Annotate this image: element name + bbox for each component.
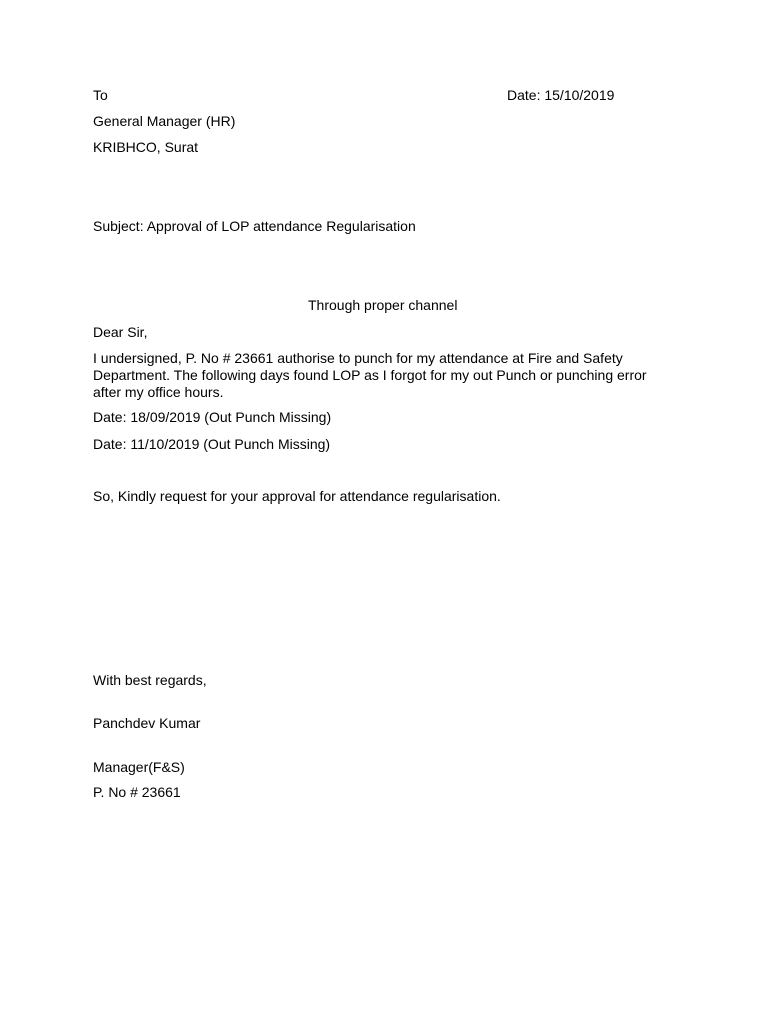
signatory-pno: P. No # 23661 — [93, 784, 181, 800]
request-line: So, Kindly request for your approval for attendance regularisation. — [93, 488, 501, 504]
missing-date-1: Date: 18/09/2019 (Out Punch Missing) — [93, 409, 332, 425]
body-paragraph: I undersigned, P. No # 23661 authorise to punch for my attendance at Fire and Safety Department. The following days found LOP as I forgot for my out Punch or punching error after my office hours. — [93, 350, 647, 400]
recipient-org: KRIBHCO, Surat — [93, 139, 199, 155]
signatory-name: Panchdev Kumar — [93, 715, 201, 731]
signatory-designation: Manager(F&S) — [93, 759, 185, 775]
to-label: To — [93, 87, 108, 103]
through-channel: Through proper channel — [308, 297, 458, 313]
salutation: Dear Sir, — [93, 324, 148, 340]
missing-date-2: Date: 11/10/2019 (Out Punch Missing) — [93, 436, 331, 452]
subject-line: Subject: Approval of LOP attendance Regularisation — [93, 218, 416, 234]
letter-date: Date: 15/10/2019 — [507, 87, 615, 103]
closing: With best regards, — [93, 672, 207, 688]
recipient-title: General Manager (HR) — [93, 113, 236, 129]
